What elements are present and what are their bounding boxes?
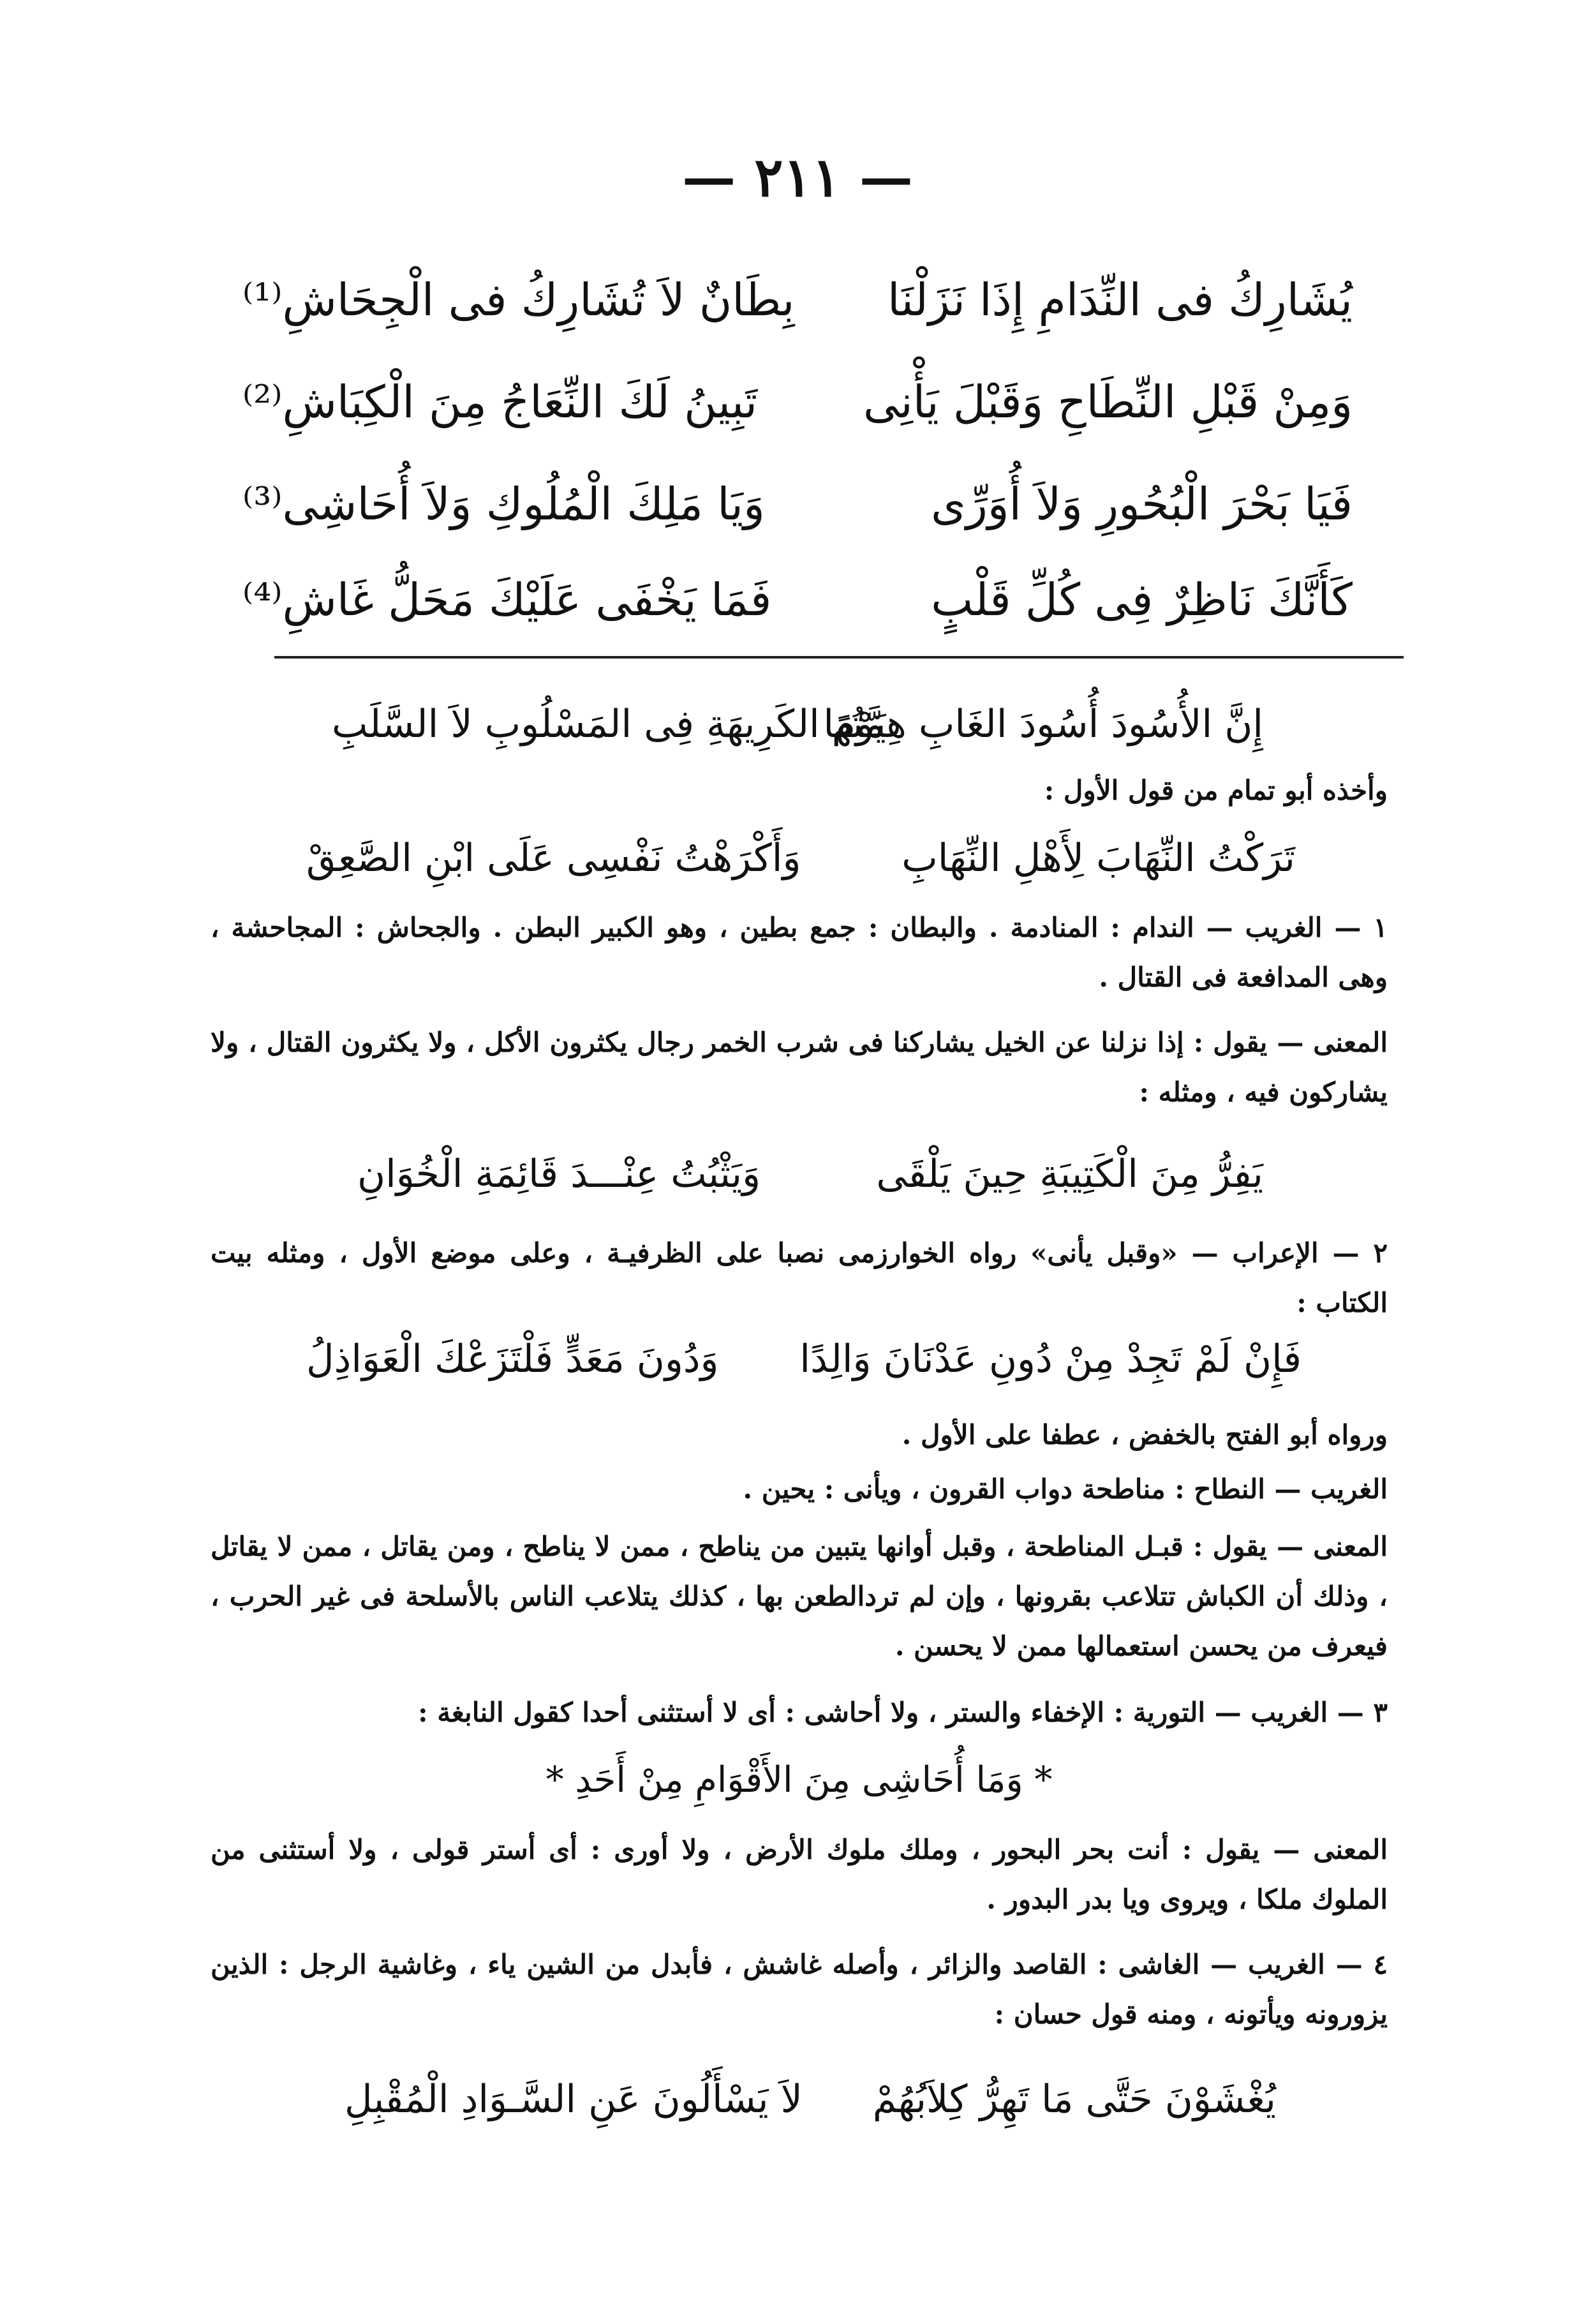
commentary-line: الغريب — النطاح : مناطحة دواب القرون ، ويأنى : يحين . bbox=[743, 1473, 1388, 1505]
commentary-verse bbox=[306, 823, 1295, 893]
verse-right-hemistich: يَفِرُّ مِنَ الْكَتِيبَةِ حِينَ يَلْقَى bbox=[876, 1152, 1263, 1196]
verse-right-hemistich: يُغْشَوْنَ حَتَّى مَا تَهِرُّ كِلاَبُهُمْ bbox=[872, 2077, 1276, 2122]
main-verse-right-hemistich: فَيَا بَحْرَ الْبُحُورِ وَلاَ أُوَرِّى bbox=[931, 478, 1353, 530]
main-verse-right-hemistich: وَمِنْ قَبْلِ النِّطَاحِ وَقَبْلَ يَأْنِى bbox=[863, 376, 1353, 428]
main-verse-right-hemistich: كَأَنَّكَ نَاظِرٌ فِى كُلِّ قَلْبٍ bbox=[931, 574, 1353, 626]
section-divider bbox=[274, 656, 1404, 659]
verse-right-hemistich: إِنَّ الأُسُودَ أُسُودَ الغَابِ هِمَّتُهَا bbox=[823, 702, 1263, 747]
main-verse-row bbox=[242, 562, 1353, 638]
verse-left-hemistich: يَوْمَ الكَرِيهَةِ فِى المَسْلُوبِ لاَ السَّلَبِ bbox=[332, 702, 886, 747]
verse-right-hemistich: تَرَكْتُ النِّهَابَ لِأَهْلِ النِّهَابِ bbox=[901, 836, 1295, 881]
commentary-paragraph: ١ — الغريب — الندام : المنادمة . والبطان : جمع بطين ، وهو الكبير البطن . والجحاش : المجاحشة ، وهى المدافعة فى القتال . bbox=[211, 912, 1388, 993]
commentary-paragraph: المعنى — يقول : إذا نزلنا عن الخيل يشاركنا فى شرب الخمر رجال يكثرون الأكل ، ولا يكثرون القتال ، ولا يشاركون فيه ، ومثله : bbox=[211, 1027, 1388, 1108]
commentary-paragraph: المعنى — يقول : أنت بحر البحور ، وملك ملوك الأرض ، ولا أورى : أى أستر قولى ، ولا أستثنى من الملوك ملكا ، ويروى ويا بدر البدور . bbox=[211, 1834, 1388, 1915]
commentary-verse bbox=[332, 689, 1263, 759]
verse-left-hemistich: وَأَكْرَهْتُ نَفْسِى عَلَى ابْنِ الصَّعِقْ bbox=[306, 836, 801, 881]
main-verse-row bbox=[242, 466, 1353, 542]
page-number: — ٢١١ — bbox=[682, 145, 913, 209]
main-verse-row bbox=[242, 364, 1353, 440]
verse-left-hemistich: وَدُونَ مَعَدٍّ فَلْتَزَعْكَ الْعَوَاذِلُ bbox=[306, 1337, 719, 1382]
commentary-paragraph: المعنى — يقول : قبـل المناطحة ، وقبل أوانها يتبين من يناطح ، ممن لا يناطح ، ومن يقاتل ، ممن لا يقاتل ، وذلك أن الكباش تتلاعب بقرونها ، وإن لم تردالطعن بها ، كذلك يتلاعب الناس بالأسلحة فى غير الحرب ، فيعرف من يحسن استعمالها ممن لا يحسن . bbox=[211, 1531, 1388, 1662]
commentary-paragraph: ٣ — الغريب — التورية : الإخفاء والستر ، ولا أحاشى : أى لا أستثنى أحدا كقول النابغة : bbox=[418, 1697, 1388, 1728]
verse-left-hemistich: لاَ يَسْأَلُونَ عَنِ السَّـوَادِ الْمُقْبِلِ bbox=[345, 2077, 803, 2122]
commentary-line: ورواه أبو الفتح بالخفض ، عطفا على الأول . bbox=[901, 1419, 1388, 1450]
quoted-hemistich: * وَمَا أُحَاشِى مِنَ الأَقْوَامِ مِنْ أَحَدِ * bbox=[545, 1759, 1053, 1801]
main-verse-left-hemistich: فَمَا يَخْفَى عَلَيْكَ مَحَلُّ غَاشِ⁽⁴⁾ bbox=[242, 574, 772, 626]
commentary-verse bbox=[357, 1139, 1263, 1209]
commentary-verse bbox=[345, 2064, 1276, 2134]
main-verse-right-hemistich: يُشَارِكُ فى النِّدَامِ إِذَا نَزَلْنَا bbox=[887, 274, 1353, 326]
commentary-paragraph: ٢ — الإعراب — «وقبل يأنى» رواه الخوارزمى نصبا على الظرفيـة ، وعلى موضع الأول ، ومثله بيت الكتاب : bbox=[211, 1237, 1388, 1318]
main-verse-row bbox=[242, 262, 1353, 338]
commentary-verse bbox=[306, 1324, 1302, 1394]
verse-left-hemistich: وَيَثْبُتُ عِنْـــدَ قَائِمَةِ الْخُوَانِ bbox=[357, 1152, 761, 1196]
main-verse-left-hemistich: وَيَا مَلِكَ الْمُلُوكِ وَلاَ أُحَاشِى⁽³⁾ bbox=[242, 478, 765, 530]
verse-right-hemistich: فَإِنْ لَمْ تَجِدْ مِنْ دُونِ عَدْنَانَ وَالِدًا bbox=[799, 1337, 1302, 1382]
commentary-line: وأخذه أبو تمام من قول الأول : bbox=[1044, 775, 1388, 806]
main-verse-left-hemistich: بِطَانٌ لاَ تُشَارِكُ فى الْجِحَاشِ⁽¹⁾ bbox=[242, 274, 795, 326]
main-verse-left-hemistich: تَبِينُ لَكَ النِّعَاجُ مِنَ الْكِبَاشِ⁽²⁾ bbox=[242, 376, 758, 428]
commentary-paragraph: ٤ — الغريب — الغاشى : القاصد والزائر ، وأصله غاشش ، فأبدل من الشين ياء ، وغاشية الرجل : الذين يزورونه ويأتونه ، ومنه قول حسان : bbox=[211, 1949, 1388, 2030]
